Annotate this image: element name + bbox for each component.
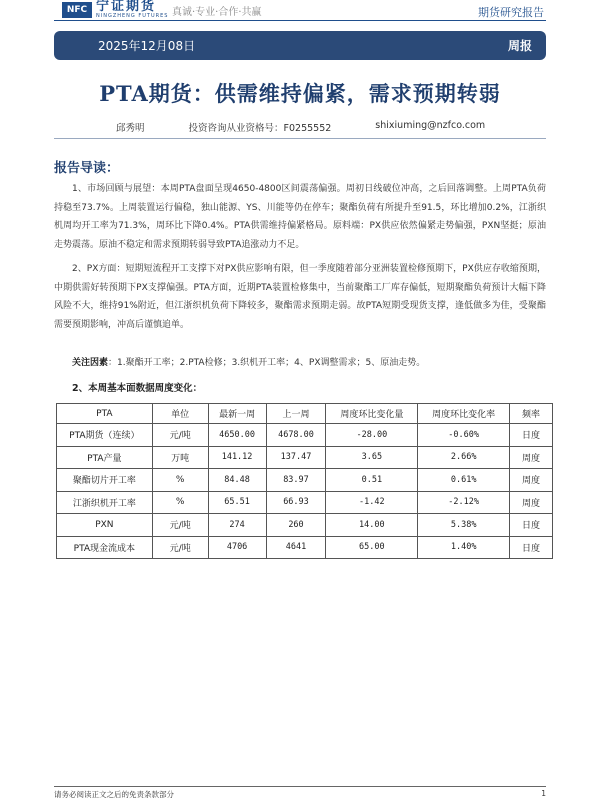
table-title: 2、本周基本面数据周度变化：: [72, 383, 203, 394]
table-header-cell: 周度环比变化率: [418, 404, 510, 424]
author-info: [116, 120, 485, 134]
summary-paragraph-1: 1、市场回顾与展望：本周PTA盘面呈现4650-4800区间震荡偏强。周初日线破位冲高，之后回落调整。上周PTA负荷持稳至73.7%。上周装置运行偏稳，独山能源、YS、川能等仍在停车；聚酯负荷有所提升至91.5，环比增加0.2%，江浙织机周均开工率为71.3%，周环比下降0.4%。PTA供需维持偏紧格局。原料端：PX供应依然偏紧走势偏强，PXN坚挺；原油走势震荡。原油不稳定和需求预期转弱导致PTA追涨动力不足。: [54, 184, 546, 250]
logo-text: [96, 0, 168, 19]
table-cell: 江浙织机开工率: [57, 491, 153, 514]
table-cell: 5.38%: [418, 514, 510, 537]
company-logo: [62, 0, 168, 19]
author-name: 邱秀明: [116, 123, 145, 134]
table-cell: 元/吨: [152, 536, 208, 559]
key-factors-label: 关注因素: [72, 358, 109, 368]
table-cell: 274: [208, 514, 266, 537]
table-cell: 4706: [208, 536, 266, 559]
table-cell: 260: [266, 514, 326, 537]
table-row: [57, 491, 553, 514]
logo-name-en: NINGZHENG FUTURES: [96, 13, 169, 19]
table-cell: PXN: [57, 514, 153, 537]
table-header-cell: 频率: [510, 404, 553, 424]
table-cell: 万吨: [152, 446, 208, 469]
footer-disclaimer: 请务必阅读正文之后的免责条款部分: [54, 790, 174, 799]
summary-paragraph-2: 2、PX方面：短期短流程开工支撑下对PX供应影响有限，但一季度随着部分亚洲装置检修预期下，PX供应存收缩预期，中期供需好转预期下PX支撑偏强。PTA方面，近期PTA装置检修集中，当前聚酯工厂库存偏低，短期聚酯负荷预计大幅下降风险不大，维持91%附近，但江浙织机负荷下降较多，聚酯需求预期走弱。故PTA短期受现货支撑，逢低做多为佳，受聚酯需要预期影响，冲高后谨慎追单。: [54, 264, 546, 330]
table-header-row: [57, 404, 553, 424]
table-cell: 65.51: [208, 491, 266, 514]
header-divider: [54, 20, 546, 21]
table-cell: -1.42: [326, 491, 418, 514]
table-cell: 聚酯切片开工率: [57, 469, 153, 492]
table-cell: 日度: [510, 424, 553, 447]
table-cell: -28.00: [326, 424, 418, 447]
key-factors-text: ：1.聚酯开工率；2.PTA检修；3.织机开工率；4、PX调整需求；5、原油走势。: [108, 358, 426, 368]
table-cell: 元/吨: [152, 514, 208, 537]
report-department: 期货研究报告: [478, 6, 544, 19]
table-cell: PTA产量: [57, 446, 153, 469]
table-cell: 137.47: [266, 446, 326, 469]
table-cell: 83.97: [266, 469, 326, 492]
logo-mark: NFC: [62, 2, 92, 18]
table-cell: 日度: [510, 536, 553, 559]
table-cell: 65.00: [326, 536, 418, 559]
table-cell: 84.48: [208, 469, 266, 492]
key-factors: [72, 355, 425, 368]
table-row: [57, 424, 553, 447]
report-date: 2025年12月08日: [98, 39, 196, 53]
table-header-cell: 最新一周: [208, 404, 266, 424]
table-cell: 周度: [510, 446, 553, 469]
table-cell: 4650.00: [208, 424, 266, 447]
table-cell: 周度: [510, 469, 553, 492]
table-header-cell: 单位: [152, 404, 208, 424]
table-cell: 0.61%: [418, 469, 510, 492]
table-cell: -0.60%: [418, 424, 510, 447]
table-cell: 3.65: [326, 446, 418, 469]
table-cell: 元/吨: [152, 424, 208, 447]
page-header: [0, 0, 600, 22]
page-number: 1: [541, 789, 546, 798]
table-cell: PTA现金流成本: [57, 536, 153, 559]
table-cell: PTA期货（连续）: [57, 424, 153, 447]
table-header-cell: 周度环比变化量: [326, 404, 418, 424]
table-cell: 66.93: [266, 491, 326, 514]
company-slogan: 真诚·专业·合作·共赢: [172, 7, 262, 18]
table-cell: -2.12%: [418, 491, 510, 514]
logo-name-cn: 宁证期货: [96, 0, 157, 14]
table-cell: 0.51: [326, 469, 418, 492]
table-row: [57, 469, 553, 492]
table-cell: %: [152, 491, 208, 514]
table-row: [57, 446, 553, 469]
table-cell: 1.40%: [418, 536, 510, 559]
table-row: [57, 514, 553, 537]
author-email[interactable]: shixiuming@nzfco.com: [375, 120, 486, 131]
table-cell: 日度: [510, 514, 553, 537]
report-title: PTA期货：供需维持偏紧，需求预期转弱: [99, 81, 501, 106]
table-cell: 141.12: [208, 446, 266, 469]
table-header-cell: PTA: [57, 404, 153, 424]
report-type: 周报: [507, 39, 532, 53]
table-cell: %: [152, 469, 208, 492]
footer-divider: [54, 786, 546, 787]
table-row: [57, 536, 553, 559]
table-cell: 14.00: [326, 514, 418, 537]
table-cell: 4641: [266, 536, 326, 559]
table-cell: 2.66%: [418, 446, 510, 469]
date-banner: [54, 31, 546, 60]
table-header-cell: 上一周: [266, 404, 326, 424]
section-title-summary: 报告导读：: [54, 161, 120, 176]
author-license: 投资咨询从业资格号：F0255552: [188, 123, 332, 134]
table-cell: 4678.00: [266, 424, 326, 447]
fundamentals-table: [56, 403, 553, 559]
author-divider: [54, 138, 546, 139]
table-cell: 周度: [510, 491, 553, 514]
